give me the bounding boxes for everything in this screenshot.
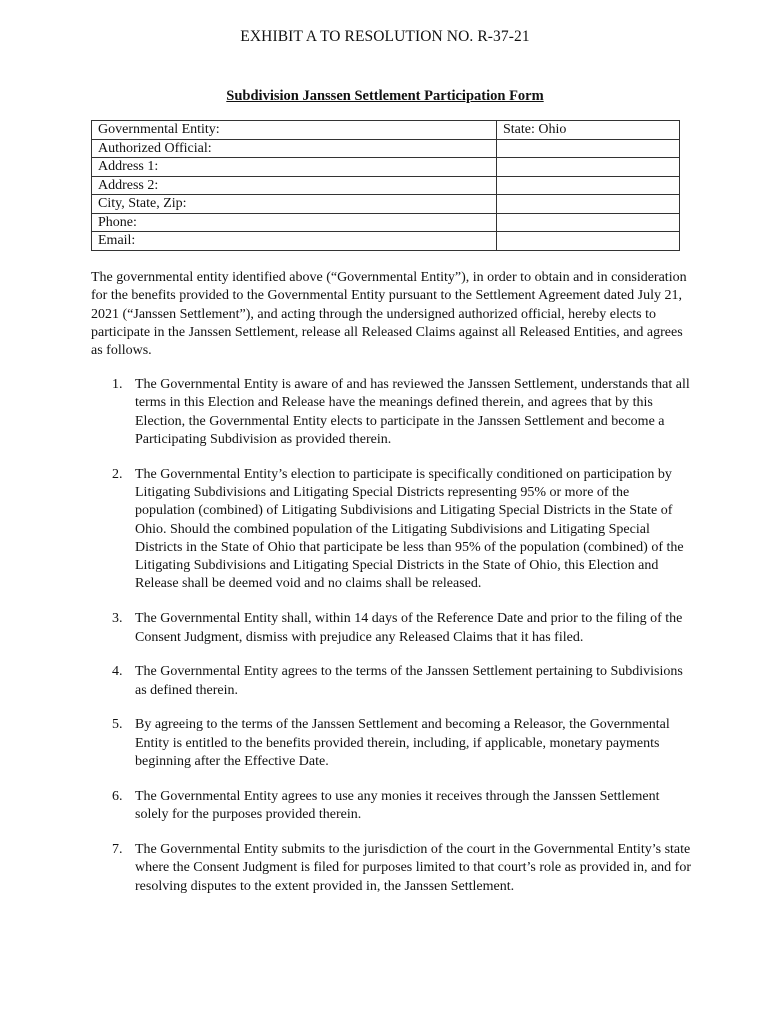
item-text: By agreeing to the terms of the Janssen Settlement and becoming a Releasor, the Governmental Entity is entitled to the benefits provided therein, including, if applicable, monetary payments beginning after the Effective Date. [135, 717, 670, 770]
list-item [91, 376, 691, 449]
table-row [92, 176, 680, 195]
item-text: The Governmental Entity submits to the jurisdiction of the court in the Governmental Entity’s state where the Consent Judgment is filed for purposes limited to that court’s role as provided in, and for resolving disputes to the extent provided in, the Janssen Settlement. [135, 841, 691, 894]
list-item [91, 466, 691, 594]
item-number: 6. [112, 788, 123, 804]
address-2-label: Address 2: [92, 176, 497, 195]
table-row [92, 121, 680, 140]
table-row [92, 158, 680, 177]
item-text: The Governmental Entity is aware of and has reviewed the Janssen Settlement, understands that all terms in this Election and Release have the meanings defined therein, and agrees that by this Election, the Governmental Entity elects to participate in the Janssen Settlement and become a Participating Subdivision as provided therein. [135, 377, 690, 447]
terms-list [91, 376, 691, 912]
item-number: 3. [112, 611, 123, 627]
governmental-entity-label: Governmental Entity: [92, 121, 497, 140]
item-text: The Governmental Entity agrees to use any monies it receives through the Janssen Settlement solely for the purposes provided therein. [135, 788, 660, 823]
email-label: Email: [92, 232, 497, 251]
item-number: 1. [112, 377, 123, 392]
city-state-zip-label: City, State, Zip: [92, 195, 497, 214]
item-text: The Governmental Entity agrees to the terms of the Janssen Settlement pertaining to Subdivisions as defined therein. [135, 664, 683, 698]
item-number: 5. [112, 717, 123, 733]
intro-paragraph: The governmental entity identified above (“Governmental Entity”), in order to obtain and in consideration for the benefits provided to the Governmental Entity pursuant to the Settlement Agreement dated July 21, 2021 (“Janssen Settlement”), and acting through the undersigned authorized official, hereby elects to participate in the Janssen Settlement, release all Released Claims against all Released Entities, and agrees as follows. [91, 270, 687, 359]
authorized-official-label: Authorized Official: [92, 139, 497, 158]
entity-info-table [91, 120, 680, 251]
item-text: The Governmental Entity shall, within 14 days of the Reference Date and prior to the filing of the Consent Judgment, dismiss with prejudice any Released Claims that it has filed. [135, 611, 683, 645]
phone-label: Phone: [92, 213, 497, 232]
item-number: 2. [112, 466, 123, 482]
list-item [91, 841, 691, 896]
table-row [92, 195, 680, 214]
table-row [92, 232, 680, 251]
list-item [91, 788, 691, 825]
authorized-official-value [497, 139, 680, 158]
table-row [92, 213, 680, 232]
email-value [497, 232, 680, 251]
list-item [91, 716, 691, 771]
table-row [92, 139, 680, 158]
state-field: State: Ohio [497, 121, 680, 140]
address-1-value [497, 158, 680, 177]
list-item [91, 610, 691, 647]
form-title: Subdivision Janssen Settlement Participation Form [226, 88, 544, 104]
exhibit-heading: EXHIBIT A TO RESOLUTION NO. R-37-21 [240, 28, 530, 45]
item-text: The Governmental Entity’s election to participate is specifically conditioned on participation by Litigating Subdivisions and Litigating Special Districts representing 95% or more of the population (combined) of Litigating Subdivisions and Litigating Special Districts in the State of Ohio. Should the combined population of the Litigating Subdivisions and Litigating Special Districts in the State of Ohio that participate be less than 95% of the population (combined) of the Litigating Subdivisions and Litigating Special Districts in the State of Ohio, this Election and Release shall be deemed void and no claims shall be released. [135, 466, 684, 592]
item-number: 7. [112, 841, 123, 857]
address-1-label: Address 1: [92, 158, 497, 177]
phone-value [497, 213, 680, 232]
list-item [91, 663, 691, 700]
item-number: 4. [112, 664, 123, 680]
address-2-value [497, 176, 680, 195]
city-state-zip-value [497, 195, 680, 214]
